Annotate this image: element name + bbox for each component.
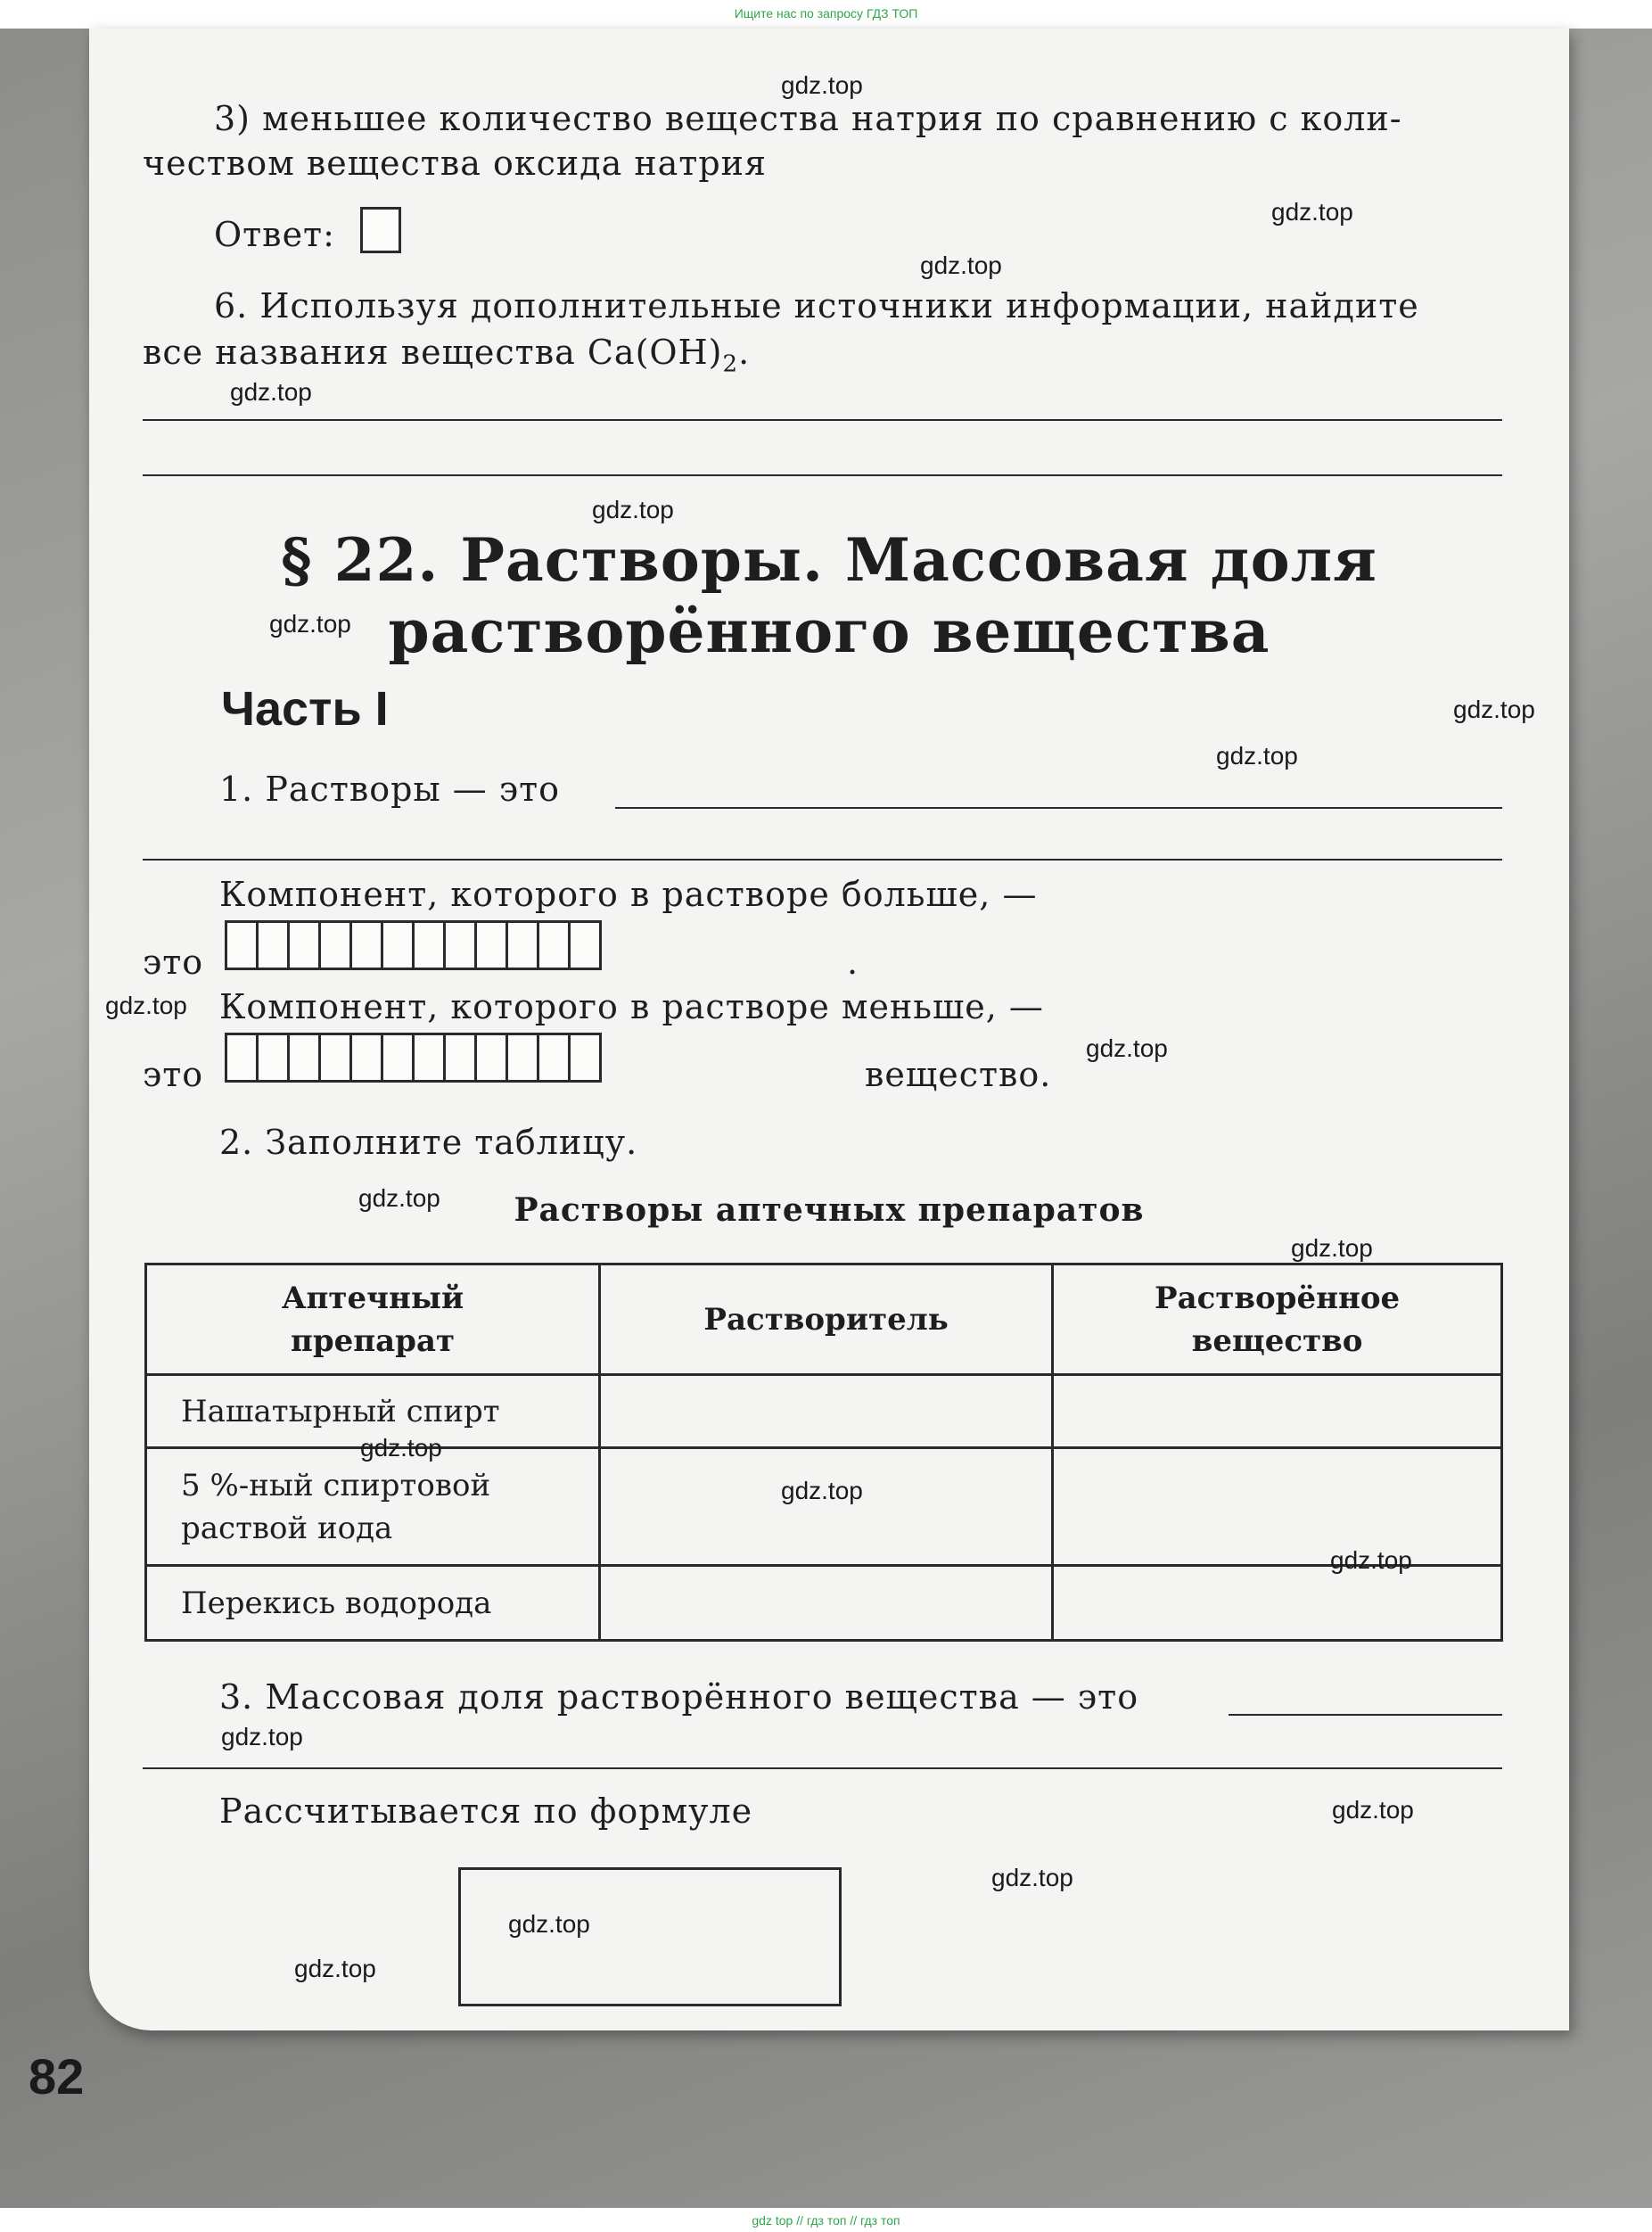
header-solute: Растворённое вещество — [1053, 1264, 1502, 1375]
bottom-strip — [0, 2208, 1652, 2232]
page-number: 82 — [29, 2048, 85, 2104]
answer-label: Ответ: — [214, 215, 335, 254]
table-header-row — [146, 1264, 1502, 1375]
table-row — [146, 1566, 1502, 1641]
cell-solvent[interactable] — [600, 1375, 1053, 1448]
cell-solute[interactable] — [1053, 1375, 1502, 1448]
watermark: gdz.top — [358, 1184, 440, 1212]
watermark: gdz.top — [269, 610, 351, 638]
answer-line-3b[interactable] — [143, 1767, 1502, 1769]
task-6-line-1: 6. Используя дополнительные источники информации, найдите — [214, 286, 1419, 325]
watermark: gdz.top — [221, 1723, 303, 1750]
solute-letter-cells[interactable] — [225, 1033, 599, 1083]
watermark: gdz.top — [1332, 1796, 1414, 1824]
table-row — [146, 1448, 1502, 1566]
header-solvent: Растворитель — [600, 1264, 1053, 1375]
answer-line-1b[interactable] — [143, 859, 1502, 861]
solute-suffix: вещество. — [865, 1055, 1052, 1094]
preparations-table — [144, 1263, 1503, 1642]
watermark: gdz.top — [508, 1910, 590, 1938]
option-3-line-1: 3) меньшее количество вещества натрия по сравнению с коли- — [214, 99, 1402, 138]
watermark: gdz.top — [991, 1864, 1073, 1891]
task-3-line: 3. Массовая доля растворённого вещества — это — [219, 1677, 1139, 1717]
watermark: gdz.top — [781, 1477, 863, 1504]
footer-links[interactable]: gdz top // гдз топ // гдз топ — [752, 2213, 900, 2228]
watermark: gdz.top — [1086, 1034, 1168, 1062]
answer-line-6a[interactable] — [143, 419, 1502, 421]
solvent-letter-cells[interactable] — [225, 920, 599, 970]
watermark: gdz.top — [294, 1955, 376, 1982]
watermark: gdz.top — [105, 992, 187, 1019]
cell-solvent[interactable] — [600, 1566, 1053, 1641]
watermark: gdz.top — [781, 71, 863, 99]
watermark: gdz.top — [1291, 1234, 1373, 1262]
section-title-line-1: § 22. Растворы. Массовая доля — [281, 525, 1377, 595]
cell-solvent[interactable] — [600, 1448, 1053, 1566]
watermark: gdz.top — [1216, 742, 1298, 770]
watermark: gdz.top — [920, 251, 1002, 279]
watermark: gdz.top — [1330, 1546, 1412, 1574]
part-heading: Часть I — [221, 682, 389, 736]
formula-label: Рассчитывается по формуле — [219, 1791, 753, 1831]
watermark: gdz.top — [1271, 198, 1353, 226]
search-hint[interactable]: Ищите нас по запросу ГДЗ ТОП — [734, 6, 918, 21]
top-strip — [0, 0, 1652, 29]
cell-preparation: Перекись водорода — [146, 1566, 600, 1641]
table-row — [146, 1375, 1502, 1448]
task-2-line: 2. Заполните таблицу. — [219, 1123, 638, 1162]
watermark: gdz.top — [592, 496, 674, 523]
answer-line-6b[interactable] — [143, 474, 1502, 476]
cell-preparation: Нашатырный спирт — [146, 1375, 600, 1448]
answer-box[interactable] — [360, 207, 401, 253]
solvent-label: Компонент, которого в растворе больше, — — [219, 875, 1038, 914]
watermark: gdz.top — [230, 378, 312, 406]
option-3-line-2: чеством вещества оксида натрия — [143, 144, 767, 183]
solvent-eto: это — [143, 943, 204, 982]
cell-preparation: 5 %-ный спиртовой раствой иода — [146, 1448, 600, 1566]
task-1-line: 1. Растворы — это — [219, 770, 561, 809]
cell-solute[interactable] — [1053, 1566, 1502, 1641]
task-6-line-2: все названия вещества $Ca(OH)_2$. — [143, 333, 751, 378]
section-title-line-2: растворённого вещества — [388, 597, 1270, 666]
watermark: gdz.top — [1453, 696, 1535, 723]
solute-eto: это — [143, 1055, 204, 1094]
solvent-dot: . — [847, 943, 859, 982]
header-preparation: Аптечный препарат — [146, 1264, 600, 1375]
answer-line-3a[interactable] — [1229, 1714, 1502, 1716]
solute-label: Компонент, которого в растворе меньше, — — [219, 987, 1044, 1026]
answer-line-1a[interactable] — [615, 807, 1502, 809]
table-title: Растворы аптечных препаратов — [514, 1191, 1145, 1229]
cell-solute[interactable] — [1053, 1448, 1502, 1566]
watermark: gdz.top — [360, 1434, 442, 1462]
